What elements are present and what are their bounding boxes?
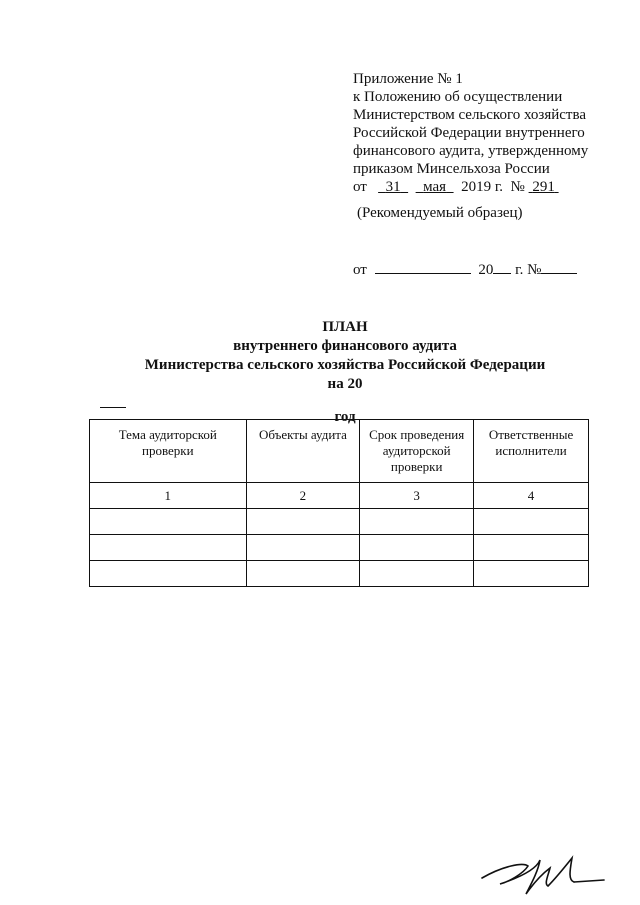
table-number-row xyxy=(90,483,589,509)
order-month: мая xyxy=(423,179,447,195)
table-row xyxy=(90,535,589,561)
table-cell[interactable] xyxy=(90,561,247,587)
column-number: 1 xyxy=(90,483,247,509)
header-topic: Тема аудиторской проверки xyxy=(90,420,247,483)
order-date-line xyxy=(353,178,613,196)
order-day: 31 xyxy=(385,179,401,195)
table-cell[interactable] xyxy=(474,509,589,535)
appendix-block xyxy=(353,70,613,196)
table-header-row xyxy=(90,420,589,483)
table-cell[interactable] xyxy=(360,561,474,587)
number-blank[interactable] xyxy=(541,260,577,274)
order-number: 291 xyxy=(532,179,555,195)
document-date-line xyxy=(353,260,577,279)
order-prefix: от xyxy=(353,179,367,195)
table-row xyxy=(90,509,589,535)
table-cell[interactable] xyxy=(246,561,360,587)
header-term: Срок проведения аудиторской проверки xyxy=(360,420,474,483)
appendix-line: приказом Минсельхоза России xyxy=(353,161,550,177)
audit-plan-table xyxy=(89,419,589,587)
table-cell[interactable] xyxy=(360,509,474,535)
appendix-line: к Положению об осуществлении xyxy=(353,89,563,105)
sample-note: (Рекомендуемый образец) xyxy=(357,205,523,221)
table-cell[interactable] xyxy=(474,561,589,587)
date-blank[interactable] xyxy=(375,260,471,274)
column-number: 3 xyxy=(360,483,474,509)
column-number: 2 xyxy=(246,483,360,509)
plan-title xyxy=(100,318,590,427)
table-cell[interactable] xyxy=(246,535,360,561)
handwritten-signature xyxy=(478,848,608,898)
appendix-line: Приложение № 1 xyxy=(353,71,463,87)
table-cell[interactable] xyxy=(246,509,360,535)
title-year-line: на 20 год xyxy=(100,375,590,427)
title-line: ПЛАН xyxy=(322,319,368,335)
year-suffix: г. xyxy=(515,262,524,278)
column-number: 4 xyxy=(474,483,589,509)
year-blank[interactable] xyxy=(493,260,511,274)
appendix-line: Министерством сельского хозяйства xyxy=(353,107,587,123)
order-year: 2019 г. xyxy=(461,179,504,195)
header-executors: Ответственные исполнители xyxy=(474,420,589,483)
appendix-line: Российской Федерации внутреннего xyxy=(353,125,585,141)
appendix-line: финансового аудита, утвержденному xyxy=(353,143,589,159)
date-prefix: от xyxy=(353,262,367,278)
order-no-label: № xyxy=(510,179,525,195)
title-line: Министерства сельского хозяйства Российской Федерации xyxy=(144,357,546,373)
table-cell[interactable] xyxy=(90,509,247,535)
header-objects: Объекты аудита xyxy=(246,420,360,483)
number-label: № xyxy=(527,262,542,278)
table-cell[interactable] xyxy=(474,535,589,561)
table-cell[interactable] xyxy=(90,535,247,561)
title-line: внутреннего финансового аудита xyxy=(233,338,457,354)
table-row xyxy=(90,561,589,587)
year-prefix: 20 xyxy=(478,262,494,278)
table-cell[interactable] xyxy=(360,535,474,561)
